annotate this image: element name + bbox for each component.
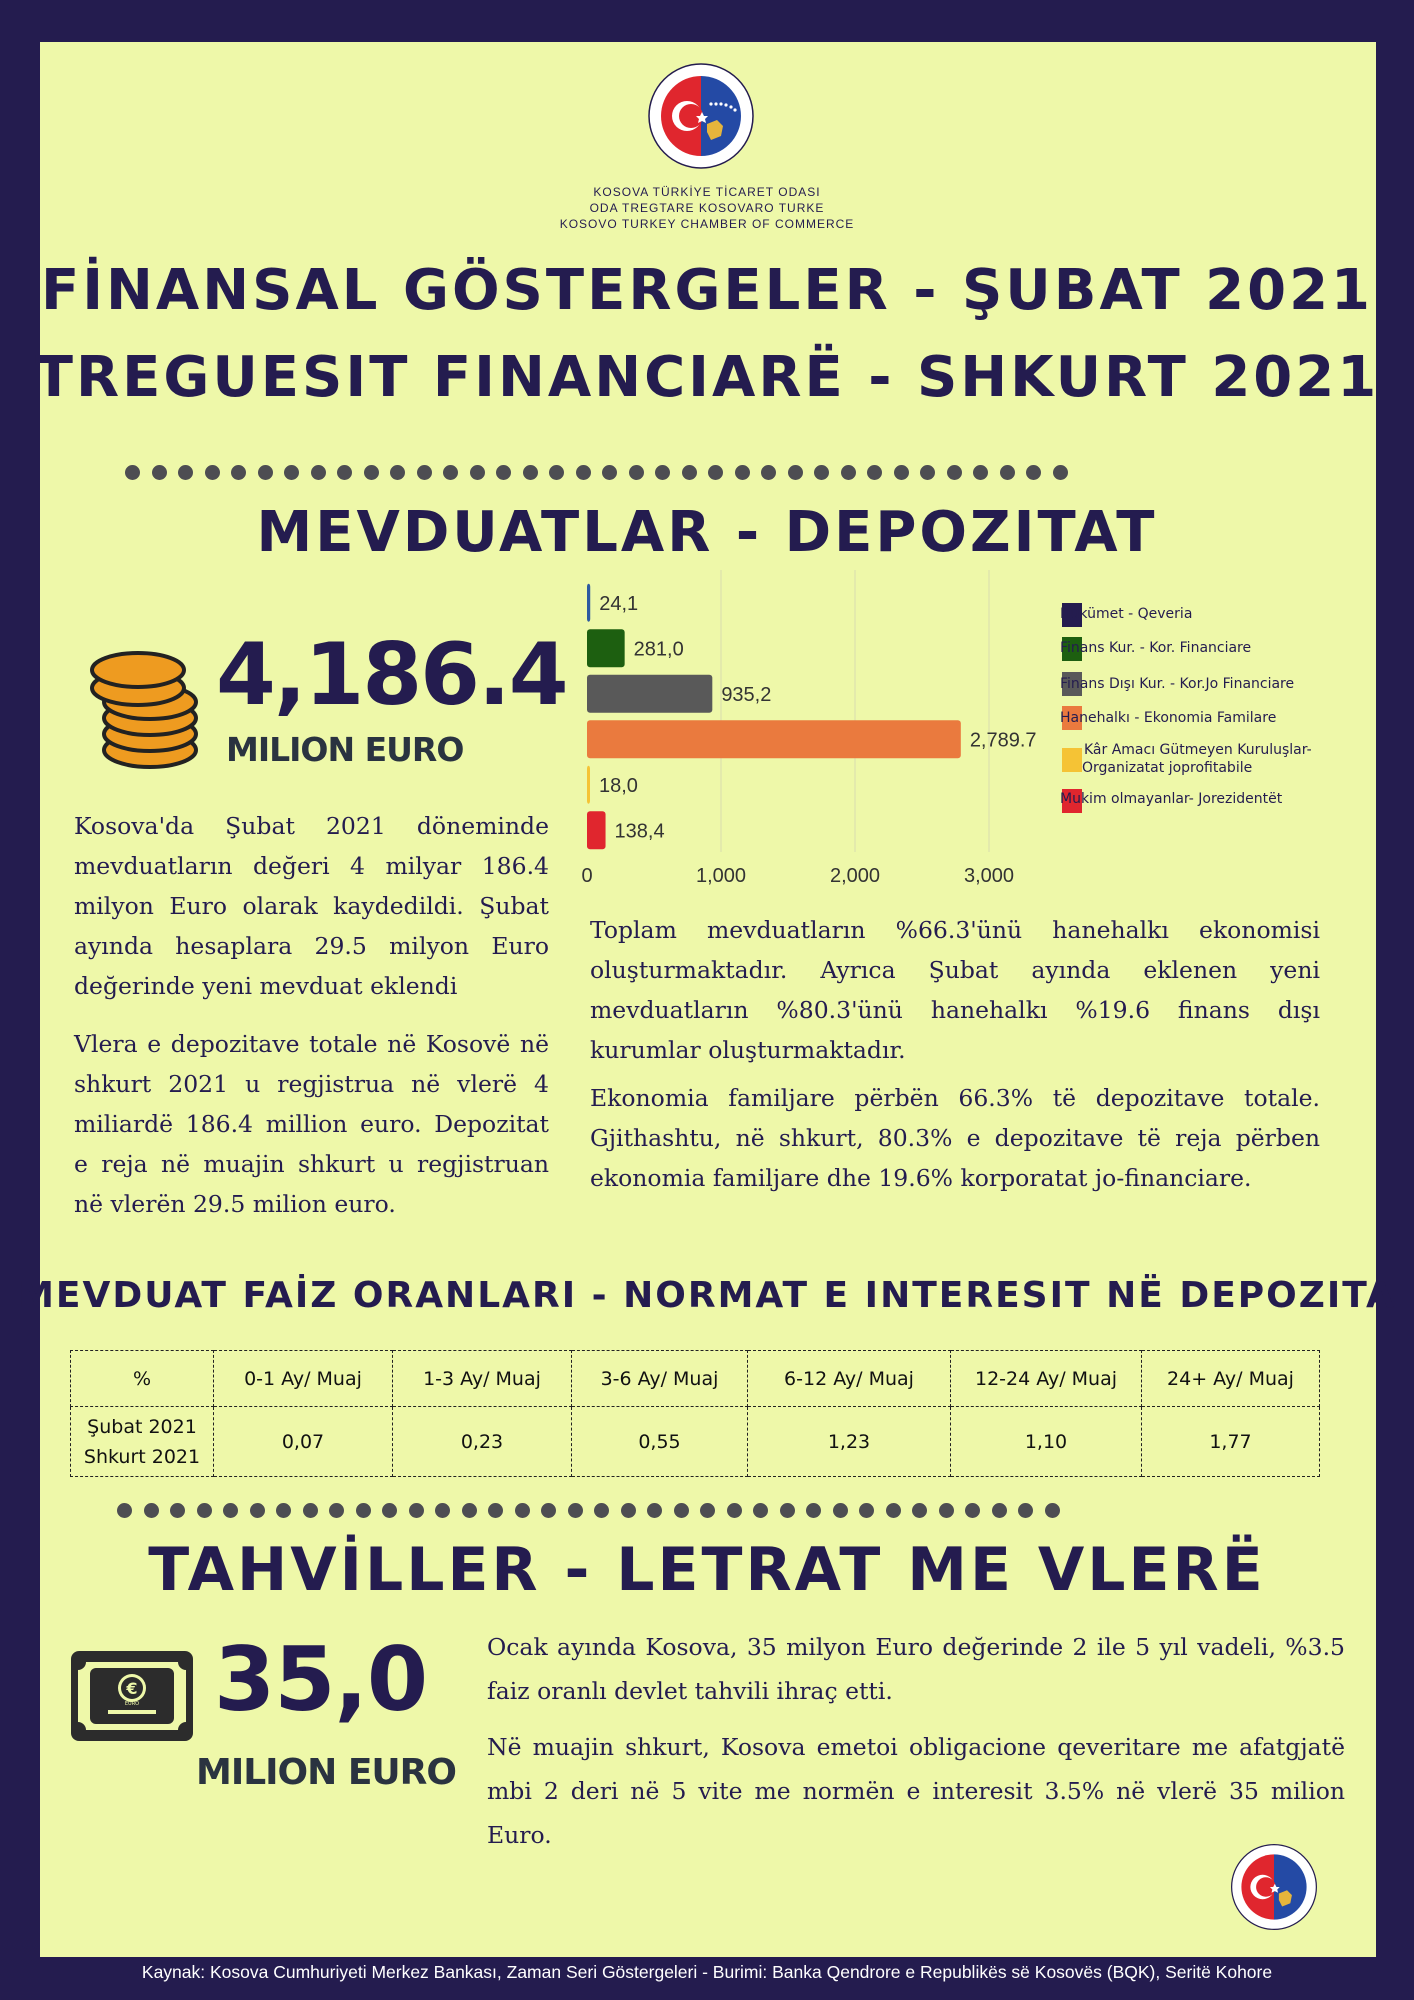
deposits-text-sq: Vlera e depozitave totale në Kosovë në shkurt 2021 u regjistrua në vlerë 4 miliardë 186.4 million euro. Depozitat e reja në muajin shkurt u regjistruan në vlerën 29.5 milion euro. [74, 1030, 549, 1218]
deposits-text-tr: Kosova'da Şubat 2021 döneminde mevduatların değeri 4 milyar 186.4 milyon Euro olarak kaydedildi. Şubat ayında hesaplara 29.5 milyon Euro değerinde yeni mevduat eklendi [74, 812, 549, 1000]
chart-tick-label: 2,000 [829, 865, 881, 887]
rates-header-row [71, 1351, 1320, 1407]
org-name-tr: KOSOVA TÜRKİYE TİCARET ODASI [593, 185, 821, 199]
chart-bar [587, 811, 606, 849]
deposits-share-sq: Ekonomia familjare përbën 66.3% të depozitave totale. Gjithashtu, në shkurt, 80.3% e depozitave të reja përben ekonomia familjare dhe 19.6% korporatat jo-financiare. [590, 1084, 1320, 1192]
banknote-icon [68, 1648, 196, 1744]
rates-row-label-sq: Shkurt 2021 [83, 1445, 201, 1468]
legend-label-gov: Hükümet - Qeveria [1060, 606, 1193, 622]
deposits-total: 4,186.4 [216, 625, 567, 725]
chart-data-label: 138,4 [614, 820, 665, 843]
bonds-section-title: TAHVİLLER - LETRAT ME VLERË [148, 1535, 1266, 1605]
bonds-total: 35,0 [214, 1628, 428, 1731]
rates-row-label-tr: Şubat 2021 [87, 1415, 197, 1438]
bonds-unit: MILION EURO [196, 1752, 456, 1793]
deposits-section-title: MEVDUATLAR - DEPOZITAT [256, 500, 1158, 565]
rates-header-cell: 24+ Ay/ Muaj [1142, 1351, 1320, 1407]
rates-value-cell: 0,23 [393, 1407, 572, 1477]
chart-data-label: 24,1 [599, 592, 639, 615]
rates-header-cell: 1-3 Ay/ Muaj [393, 1351, 572, 1407]
rates-value-cell: 0,55 [572, 1407, 748, 1477]
org-name-sq: ODA TREGTARE KOSOVARO TURKE [589, 201, 825, 215]
source-footer: Kaynak: Kosova Cumhuriyeti Merkez Bankası, Zaman Seri Göstergeleri - Burimi: Banka Qendrore e Republikës së Kosovës (BQK), Seritë Kohore [141, 1962, 1273, 1982]
page-title-sq: TREGUESIT FINANCIARË - SHKURT 2021 [34, 345, 1380, 410]
banknote-euro-symbol: € [126, 1679, 138, 1698]
chart-bar [587, 766, 590, 804]
legend-label-nonfin: Finans Dışı Kur. - Kor.Jo Financiare [1060, 676, 1295, 692]
rates-header-cell: 6-12 Ay/ Muaj [748, 1351, 951, 1407]
chart-bar [587, 675, 712, 713]
dotted-divider [125, 465, 1315, 481]
deposits-share-tr: Toplam mevduatların %66.3'ünü hanehalkı ekonomisi oluşturmaktadır. Ayrıca Şubat ayında eklenen yeni mevduatların %80.3'ünü hanehalkı %19.6 finans dışı kurumlar oluşturmaktadır. [590, 916, 1320, 1064]
rates-header-cell: % [71, 1351, 214, 1407]
legend-label-nonprofit-2: Organizatat joprofitabile [1082, 760, 1253, 776]
org-name-en: KOSOVO TURKEY CHAMBER OF COMMERCE [559, 217, 855, 231]
rates-value-cell: 0,07 [214, 1407, 393, 1477]
rates-header-cell: 3-6 Ay/ Muaj [572, 1351, 748, 1407]
chart-data-label: 2,789.7 [969, 729, 1037, 752]
bonds-text [487, 1625, 1345, 1857]
rates-value-row [71, 1407, 1320, 1477]
coins-icon [82, 640, 212, 775]
chart-data-label: 935,2 [721, 683, 772, 706]
chamber-logo-small [1230, 1843, 1318, 1931]
legend-label-household: Hanehalkı - Ekonomia Familare [1060, 710, 1277, 726]
rates-header-cell: 12-24 Ay/ Muaj [951, 1351, 1142, 1407]
rates-row-label [71, 1407, 214, 1477]
chart-data-label: 18,0 [599, 774, 638, 797]
rates-header-cell: 0-1 Ay/ Muaj [214, 1351, 393, 1407]
page-title-tr: FİNANSAL GÖSTERGELER - ŞUBAT 2021 [40, 258, 1374, 323]
chart-tick-label: 3,000 [963, 865, 1015, 887]
chart-bar [587, 584, 590, 622]
chart-bar [587, 629, 625, 667]
bonds-text-tr: Ocak ayında Kosova, 35 milyon Euro değerinde 2 ile 5 yıl vadeli, %3.5 faiz oranlı devlet tahvili ihraç etti. [487, 1633, 1345, 1705]
rates-value-cell: 1,23 [748, 1407, 951, 1477]
rates-value-cell: 1,10 [951, 1407, 1142, 1477]
legend-label-nonres: Mukim olmayanlar- Jorezidentët [1060, 791, 1283, 807]
chamber-logo [647, 62, 755, 170]
legend-swatch-nonprofit [1062, 748, 1082, 772]
chart-data-label: 281,0 [633, 638, 684, 661]
banknote-label: EURO [124, 1701, 140, 1707]
rates-section-title: MEVDUAT FAİZ ORANLARI - NORMAT E INTERESIT NË DEPOZITA [18, 1275, 1396, 1316]
chart-tick-label: 0 [581, 865, 593, 887]
dotted-divider-2 [117, 1503, 1307, 1519]
bonds-text-sq: Në muajin shkurt, Kosova emetoi obligacione qeveritare me afatgjatë mbi 2 deri në 5 vite me normën e interesit 3.5% në vlerë 35 milion Euro. [487, 1733, 1345, 1849]
chart-bar [587, 720, 961, 758]
rates-value-cell: 1,77 [1142, 1407, 1320, 1477]
chart-tick-label: 1,000 [695, 865, 747, 887]
deposits-bar-chart [560, 570, 1040, 900]
deposits-text-left [74, 806, 549, 1224]
legend-label-nonprofit-1: Kâr Amacı Gütmeyen Kuruluşlar- [1084, 742, 1312, 758]
deposits-unit: MILION EURO [226, 730, 464, 769]
deposit-rates-table [70, 1350, 1320, 1477]
deposits-text-right [590, 910, 1320, 1198]
legend-label-fin: Finans Kur. - Kor. Financiare [1060, 640, 1252, 656]
